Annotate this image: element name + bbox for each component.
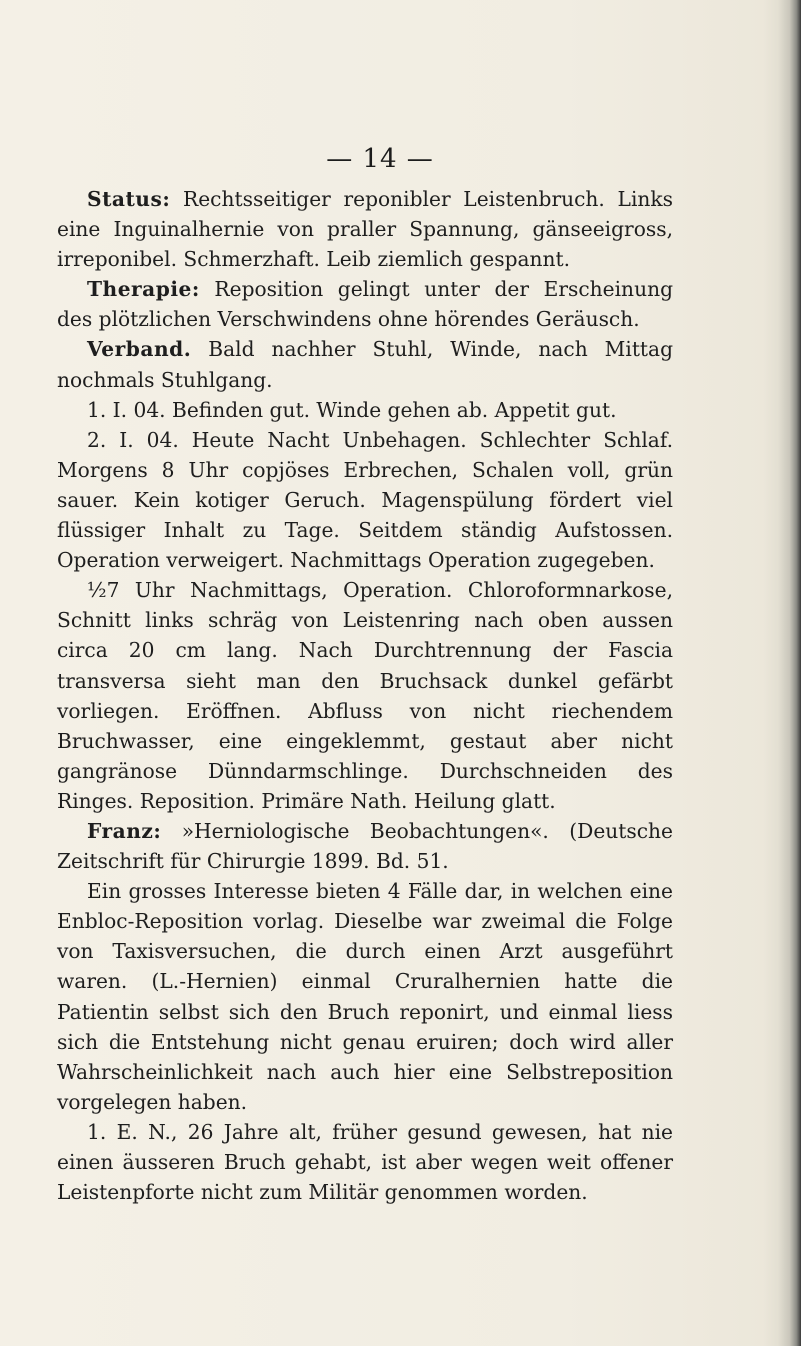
text-therapie: Reposition gelingt unter der Erscheinung des plötzlichen Verschwindens ohne hörendes Geräusch. [57,277,673,332]
text-case-1: 1. E. N., 26 Jahre alt, früher gesund gewesen, hat nie einen äusseren Bruch gehabt, ist aber wegen weit offener Leistenpforte nicht zum Militär genommen worden. [57,1119,673,1205]
page-edge-shadow [763,0,801,1346]
text-verband: Bald nachher Stuhl, Winde, nach Mittag nochmals Stuhlgang. [57,337,673,392]
paragraph-case-1 [57,1117,673,1207]
text-status: Rechtsseitiger reponibler Leistenbruch. Links eine Inguinalhernie von praller Spannung, gänseeigross, irreponibel. Schmerzhaft. Leib ziemlich gespannt. [57,187,673,272]
text-franz: »Herniologische Beobachtungen«. (Deutsche Zeitschrift für Chirurgie 1899. Bd. 51. [57,818,673,874]
paragraph-verband [57,334,673,394]
text-interesse: Ein grosses Interesse bieten 4 Fälle dar, in welchen eine Enbloc-Reposition vorlag. Dieselbe war zweimal die Folge von Taxisversuchen, die durch einen Arzt ausgeführt waren. (L.-Hernien) einmal Cruralhernien hatte die Patientin selbst sich den Bruch reponirt, und einmal liess sich die Entstehung nicht genau eruiren; doch wird aller Wahrscheinlichkeit nach auch hier eine Selbstreposition vorgelegen haben. [57,879,673,1114]
paragraph-operation [57,575,673,816]
paragraph-therapie [57,274,673,334]
paragraph-entry-2 [57,425,673,575]
text-operation: ½7 Uhr Nachmittags, Operation. Chloroformnarkose, Schnitt links schräg von Leistenring nach oben aussen circa 20 cm lang. Nach Durchtrennung der Fascia transversa sieht man den Bruchsack dunkel gefärbt vorliegen. Eröffnen. Abfluss von nicht riechendem Bruchwasser, eine eingeklemmt, gestaut aber nicht gangränose Dünndarmschlinge. Durchschneiden des Ringes. Reposition. Primäre Nath. Heilung glatt. [57,578,673,813]
paragraph-franz [57,816,673,876]
paragraph-entry-1 [57,395,673,425]
paragraph-interesse [57,876,673,1117]
page-number: — 14 — [326,144,434,174]
body-text [57,184,673,1207]
paragraph-status [57,184,673,274]
lead-franz: Franz: [87,818,162,843]
lead-therapie: Therapie: [87,277,200,302]
lead-status: Status: [87,187,171,211]
text-entry-2: 2. I. 04. Heute Nacht Unbehagen. Schlechter Schlaf. Morgens 8 Uhr copjöses Erbrechen, Schalen voll, grün sauer. Kein kotiger Geruch. Magenspülung fördert viel flüssiger Inhalt zu Tage. Seitdem ständig Aufstossen. Operation verweigert. Nachmittags Operation zugegeben. [57,427,673,573]
text-entry-1: 1. I. 04. Befinden gut. Winde gehen ab. Appetit gut. [87,397,617,422]
lead-verband: Verband. [87,337,192,362]
